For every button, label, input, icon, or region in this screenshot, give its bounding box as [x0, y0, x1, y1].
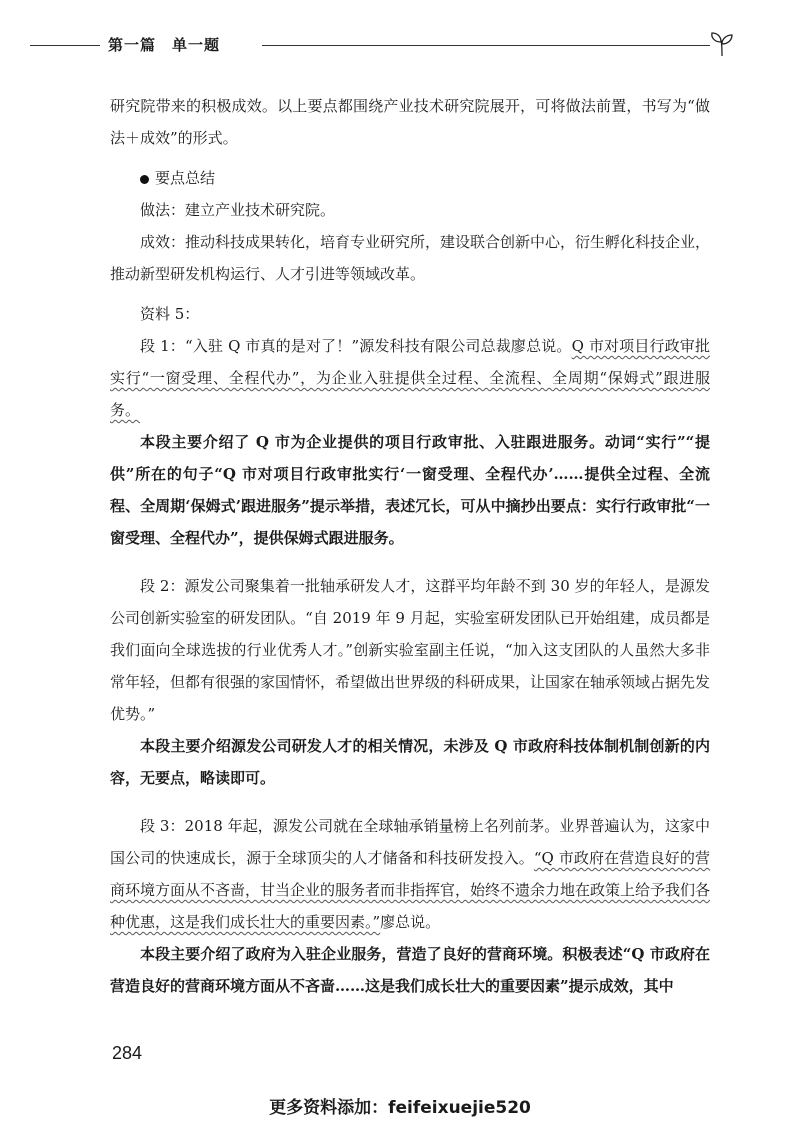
- segment-1: 段 1：“入驻 Q 市真的是对了！”源发科技有限公司总裁廖总说。Q 市对项目行政审批实行“一窗受理、全程代办”，为企业入驻提供全过程、全流程、全周期“保姆式”跟进服务。: [110, 337, 710, 419]
- sprout-icon: [708, 30, 736, 58]
- segment-3: 段 3：2018 年起，源发公司就在全球轴承销量榜上名列前茅。业界普遍认为，这家中国公司的快速成长，源于全球顶尖的人才储备和科技研发投入。“Q 市政府在营造良好的营商环境方面从不吝啬，甘当企业的服务者而非指挥官，始终不遗余力地在政策上给予我们各种优惠，这是我们成长壮大的重要因素。”廖总说。: [110, 817, 711, 931]
- material-label: 资料 5：: [140, 305, 200, 323]
- bullet-icon: [140, 175, 149, 184]
- chapter-title: 第一篇 单一题: [108, 36, 221, 54]
- segment-2-analysis: 本段主要介绍源发公司研发人才的相关情况，未涉及 Q 市政府科技体制机制创新的内容，无要点，略读即可。: [110, 737, 710, 787]
- segment-3-key-text: “Q 市政府在营造良好的营商环境方面从不吝啬，甘当企业的服务者而非指挥官，始终不遗余力地在政策上给予我们各种优惠，这是我们成长壮大的重要因素。”: [110, 849, 711, 931]
- summary-method: 做法：建立产业技术研究院。: [140, 201, 336, 219]
- footer-note: 更多资料添加：feifeixuejie520: [269, 1098, 531, 1118]
- segment-2: 段 2：源发公司聚集着一批轴承研发人才，这群平均年龄不到 30 岁的年轻人，是源发公司创新实验室的研发团队。“自 2019 年 9 月起，实验室研发团队已开始组建，成员都是我们面向全球选拔的行业优秀人才。”创新实验室副主任说，“加入这支团队的人虽然大多非常年轻，但都有很强的家国情怀，希望做出世界级的科研成果，让国家在轴承领域占据先发优势。”: [110, 577, 711, 723]
- segment-1-key-text: Q 市对项目行政审批实行“一窗受理、全程代办”，为企业入驻提供全过程、全流程、全周期“保姆式”跟进服务。: [110, 337, 710, 419]
- page-content: [110, 90, 710, 1002]
- paragraph-intro: 研究院带来的积极成效。以上要点都围绕产业技术研究院展开，可将做法前置，书写为“做法＋成效”的形式。: [110, 97, 710, 147]
- segment-3-analysis: 本段主要介绍了政府为入驻企业服务，营造了良好的营商环境。积极表述“Q 市政府在营造良好的营商环境方面从不吝啬……这是我们成长壮大的重要因素”提示成效，其中: [110, 945, 710, 995]
- page-number: 284: [112, 1043, 143, 1063]
- segment-1-analysis: 本段主要介绍了 Q 市为企业提供的项目行政审批、入驻跟进服务。动词“实行”“提供”所在的句子“Q 市对项目行政审批实行‘一窗受理、全程代办’……提供全过程、全流程、全周期‘保姆式’跟进服务”提示举措，表述冗长，可从中摘抄出要点：实行行政审批“一窗受理、全程代办”，提供保姆式跟进服务。: [110, 433, 710, 547]
- header-rule-left: [30, 45, 100, 46]
- summary-heading: 要点总结: [110, 162, 710, 194]
- page-header: [30, 28, 720, 68]
- header-rule-right: [262, 45, 710, 46]
- summary-effect: 成效：推动科技成果转化，培育专业研究所，建设联合创新中心，衍生孵化科技企业，推动新型研发机构运行、人才引进等领域改革。: [110, 233, 711, 283]
